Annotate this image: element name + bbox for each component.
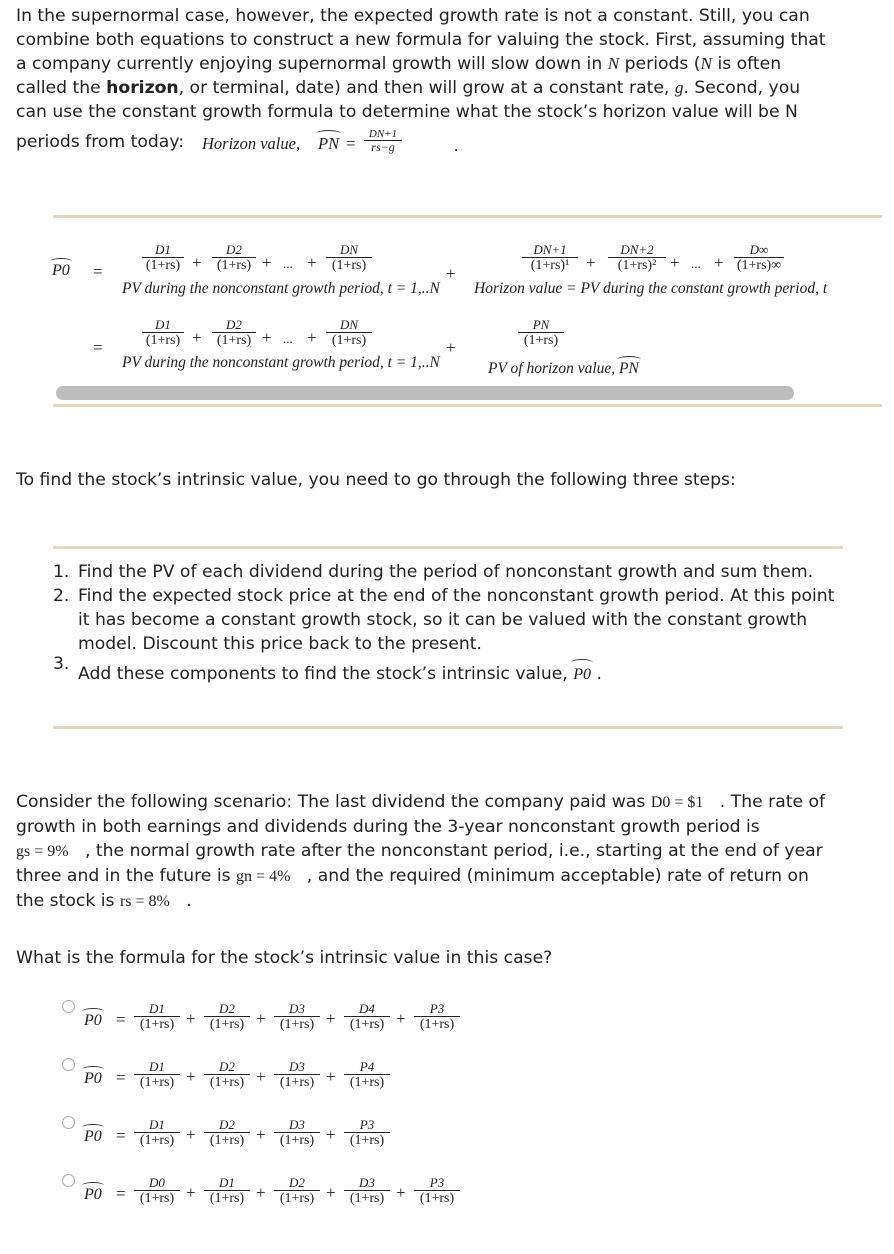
numerator: D∞ [749,242,769,257]
intro-text: a company currently enjoying supernormal growth will slow down in [16,54,603,74]
step-end: . [596,664,602,684]
scenario-text: , the normal growth rate after the nonconstant period, i.e., starting at the end of year [84,841,823,861]
option-term [134,1060,180,1090]
denominator: (1+rs) [344,1132,390,1148]
question-text: What is the formula for the stock’s intrinsic value in this case? [16,948,553,968]
option-radio-2[interactable] [62,1058,75,1071]
intro-text: periods from today: [16,132,185,152]
plus-sign: + [326,1125,336,1144]
numerator: D1 [219,1175,235,1190]
plus-sign: + [396,1183,406,1202]
plus-sign: + [446,338,456,357]
denominator: (1+rs) [344,1074,390,1090]
numerator: D0 [149,1175,165,1190]
option-term [414,1176,460,1206]
numerator: P3 [359,1117,375,1132]
option-term [344,1002,390,1032]
scenario-line-3 [16,839,882,864]
intro-text: . Second, you [683,78,801,98]
option-term [274,1060,320,1090]
term-dn1 [522,243,578,273]
horizon-value-pv-label: Horizon value = PV during the constant growth period, t [474,280,828,297]
numerator: D3 [289,1059,305,1074]
scenario-line-1 [16,790,882,815]
option-radio-4[interactable] [62,1174,75,1187]
denominator: (1+rs) [518,332,564,348]
option-term [274,1002,320,1032]
denominator: (1+rs) [134,1016,180,1032]
plus-sign: + [186,1125,196,1144]
n-variable: N [700,54,712,73]
denominator: (1+rs) [212,257,256,273]
period-mark: . [454,136,459,155]
horizon-term: horizon [106,78,179,98]
equals-sign: = [93,262,103,281]
plus-sign: + [586,253,596,272]
plus-sign: + [186,1067,196,1086]
denominator: (1+rs)¹ [522,257,578,273]
horizon-line [16,132,184,152]
pv-nonconstant-label: PV during the nonconstant growth period, t = 1,..N [122,280,440,297]
plus-sign: + [186,1183,196,1202]
option-radio-3[interactable] [62,1116,75,1129]
ellipsis: ... [283,256,293,271]
numerator: D2 [219,1059,235,1074]
numerator: D2 [226,242,242,257]
scenario-text: Consider the following scenario: The last dividend the company paid was [16,792,646,812]
numerator: D3 [359,1175,375,1190]
equals-sign: = [116,1126,126,1145]
pv-nonconstant-label: PV during the nonconstant growth period, t = 1,..N [122,354,440,371]
plus-sign: + [262,253,272,272]
step-number: 1. [53,562,70,582]
step-text: Find the expected stock price at the end of the nonconstant growth period. At this point it has become a constant growth stock, so it can be valued with the constant growth model. Discount this price back to the present. [78,586,835,654]
horizon-fraction [364,128,402,153]
horizontal-scrollbar[interactable] [56,386,794,400]
plus-sign: + [307,253,317,272]
plus-sign: + [714,253,724,272]
pn-symbol: PN [619,360,639,377]
equals-sign: = [93,338,103,357]
ellipsis: ... [691,256,701,271]
p0-symbol: P0 [52,262,70,279]
intro-line-5: can use the constant growth formula to determine what the stock’s horizon value will be N [16,102,798,122]
numerator: D1 [149,1001,165,1016]
term-dinf [734,243,784,273]
option-term [274,1176,320,1206]
denominator: (1+rs) [204,1132,250,1148]
numerator: D2 [226,317,242,332]
numerator: P3 [429,1175,445,1190]
steps-list [53,560,843,687]
intro-text: called the [16,78,101,98]
numerator: DN+1 [533,242,567,257]
steps-top-rule [53,546,843,549]
horizon-value-label: Horizon value, [202,134,301,153]
denominator: (1+rs) [414,1016,460,1032]
option-term [204,1002,250,1032]
intro-text: periods ( [624,54,701,74]
plus-sign: + [326,1183,336,1202]
denominator: (1+rs)∞ [734,257,784,273]
gs-value: gs = 9% [16,843,69,860]
denominator: (1+rs) [204,1074,250,1090]
equals-sign: = [346,134,356,153]
step-number: 2. [53,586,70,606]
plus-sign: + [396,1009,406,1028]
numerator: DN [339,242,359,257]
option-term [204,1060,250,1090]
term-dn2 [608,243,666,273]
d0-value: D0 = $1 [650,794,704,811]
step-item [53,584,843,656]
scenario-text: . [186,891,192,911]
option-radio-1[interactable] [62,1000,75,1013]
p0-symbol: P0 [84,1186,102,1203]
option-term [134,1176,180,1206]
p0-symbol: P0 [84,1128,102,1145]
option-term [134,1002,180,1032]
intro-line-1: In the supernormal case, however, the expected growth rate is not a constant. Still, you can [16,6,810,26]
bottom-rule [53,404,882,407]
intro-line-3 [16,52,882,76]
numerator: D1 [149,1117,165,1132]
step-item [53,560,843,584]
plus-sign: + [446,264,456,283]
numerator: PN [532,317,550,332]
plus-sign: + [326,1009,336,1028]
denominator: (1+rs) [142,257,184,273]
denominator: (1+rs) [134,1074,180,1090]
numerator: D1 [155,242,171,257]
denominator: (1+rs) [274,1074,320,1090]
scenario-line-2: growth in both earnings and dividends during the 3-year nonconstant growth period is [16,817,760,837]
plus-sign: + [256,1125,266,1144]
steps-bottom-rule [53,726,843,729]
option-term [344,1060,390,1090]
intro-paragraph [16,4,882,124]
numerator: D3 [289,1001,305,1016]
option-term [414,1002,460,1032]
option-term [204,1176,250,1206]
rs-value: rs = 8% [119,893,170,910]
denominator: (1+rs) [326,332,372,348]
equals-sign: = [116,1010,126,1029]
scenario-text: , and the required (minimum acceptable) rate of return on [306,866,809,886]
pv-horizon-label [488,360,639,378]
pn-hat [318,134,339,154]
equals-sign: = [116,1184,126,1203]
denominator: (1+rs) [344,1016,390,1032]
plus-sign: + [256,1183,266,1202]
step-text: Find the PV of each dividend during the period of nonconstant growth and sum them. [78,562,814,582]
numerator: D2 [219,1001,235,1016]
fraction-denominator: rs−g [364,140,402,153]
top-rule [53,215,882,218]
term-d2 [212,243,256,273]
option-term [274,1118,320,1148]
scenario-paragraph [16,790,882,914]
label-text: PV of horizon value, [488,360,616,377]
term-d1 [142,243,184,273]
step-text: Add these components to find the stock’s intrinsic value, [78,664,568,684]
fraction-numerator: DN+1 [368,128,398,140]
denominator: (1+rs) [274,1132,320,1148]
intro-line-4 [16,76,882,100]
numerator: D4 [359,1001,375,1016]
intro-text: is often [717,54,782,74]
plus-sign: + [186,1009,196,1028]
denominator: (1+rs) [274,1190,320,1206]
plus-sign: + [307,328,317,347]
steps-intro: To find the stock’s intrinsic value, you need to go through the following three steps: [16,470,736,490]
scenario-line-5 [16,889,882,914]
term-dn [326,243,372,273]
step-number: 3. [53,654,70,674]
denominator: (1+rs) [204,1016,250,1032]
plus-sign: + [262,328,272,347]
denominator: (1+rs) [134,1190,180,1206]
numerator: DN [339,317,359,332]
numerator: DN+2 [620,242,654,257]
term-pn [518,318,564,348]
numerator: D2 [289,1175,305,1190]
option-p0 [84,1186,102,1204]
ellipsis: ... [283,331,293,346]
numerator: D3 [289,1117,305,1132]
plus-sign: + [326,1067,336,1086]
denominator: (1+rs) [134,1132,180,1148]
term-dn [326,318,372,348]
gn-value: gn = 4% [236,868,291,885]
plus-sign: + [256,1067,266,1086]
plus-sign: + [192,253,202,272]
pn-symbol: PN [318,134,340,153]
option-p0 [84,1070,102,1088]
intro-line-2: combine both equations to construct a new formula for valuing the stock. First, assuming that [16,30,826,50]
scenario-text: . The rate of [719,792,826,812]
intro-text: , or terminal, date) and then will grow at a constant rate, [178,78,670,98]
denominator: (1+rs) [326,257,372,273]
scenario-text: the stock is [16,891,115,911]
g-variable: g [674,78,684,97]
p0-hat [52,262,70,280]
numerator: P4 [359,1059,375,1074]
n-variable: N [607,54,620,73]
equals-sign: = [116,1068,126,1087]
denominator: (1+rs) [414,1190,460,1206]
p0-symbol: P0 [84,1012,102,1029]
p0-symbol: P0 [84,1070,102,1087]
scenario-text: three and in the future is [16,866,231,886]
denominator: (1+rs) [274,1016,320,1032]
numerator: D1 [155,317,171,332]
option-term [344,1118,390,1148]
denominator: (1+rs) [212,332,256,348]
option-term [204,1118,250,1148]
numerator: P3 [429,1001,445,1016]
numerator: D2 [219,1117,235,1132]
denominator: (1+rs) [344,1190,390,1206]
option-term [134,1118,180,1148]
denominator: (1+rs) [204,1190,250,1206]
plus-sign: + [192,328,202,347]
denominator: (1+rs)² [608,257,666,273]
option-p0 [84,1128,102,1146]
option-term [344,1176,390,1206]
option-p0 [84,1012,102,1030]
scenario-line-4 [16,864,882,889]
denominator: (1+rs) [142,332,184,348]
term-d2 [212,318,256,348]
numerator: D1 [149,1059,165,1074]
plus-sign: + [256,1009,266,1028]
term-d1 [142,318,184,348]
p0-symbol: P0 [573,663,591,687]
plus-sign: + [670,253,680,272]
step-item [53,656,843,687]
